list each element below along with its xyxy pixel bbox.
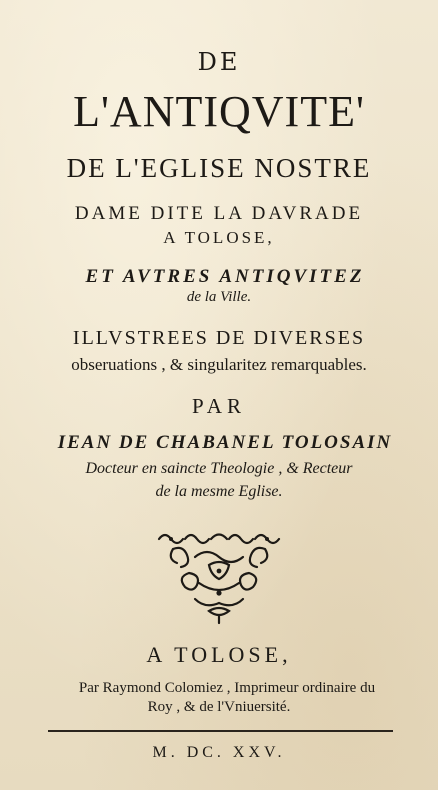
title-line-tolose: A TOLOSE, [163,228,275,247]
imprint-printer-continued: Roy , & de l'Vniuersité. [147,699,291,715]
imprint-date: M. DC. XXV. [152,744,286,761]
printer-ornament-icon [155,529,283,625]
imprint-printer: Par Raymond Colomiez , Imprimeur ordinaire du [78,680,376,696]
title-line-observations: obseruations , & singularitez remarquables. [71,355,367,374]
imprint-place: A TOLOSE, [146,642,292,667]
author-title-continued: de la mesme Eglise. [155,483,283,500]
author-name: IEAN DE CHABANEL TOLOSAIN [57,432,393,453]
title-line-autres: ET AVTRES ANTIQVITEZ [85,266,365,287]
title-line-de: DE [197,48,241,76]
divider-rule [48,730,393,732]
title-line-par: PAR [192,394,246,418]
title-line-antiquite: L'ANTIQVITE' [73,87,365,136]
title-line-illustrees: ILLVSTREES DE DIVERSES [72,327,366,349]
title-line-eglise: DE L'EGLISE NOSTRE [66,153,372,183]
author-title: Docteur en saincte Theologie , & Recteur [85,460,353,477]
title-line-ville: de la Ville. [186,289,252,305]
title-line-dame: DAME DITE LA DAVRADE [74,203,364,224]
